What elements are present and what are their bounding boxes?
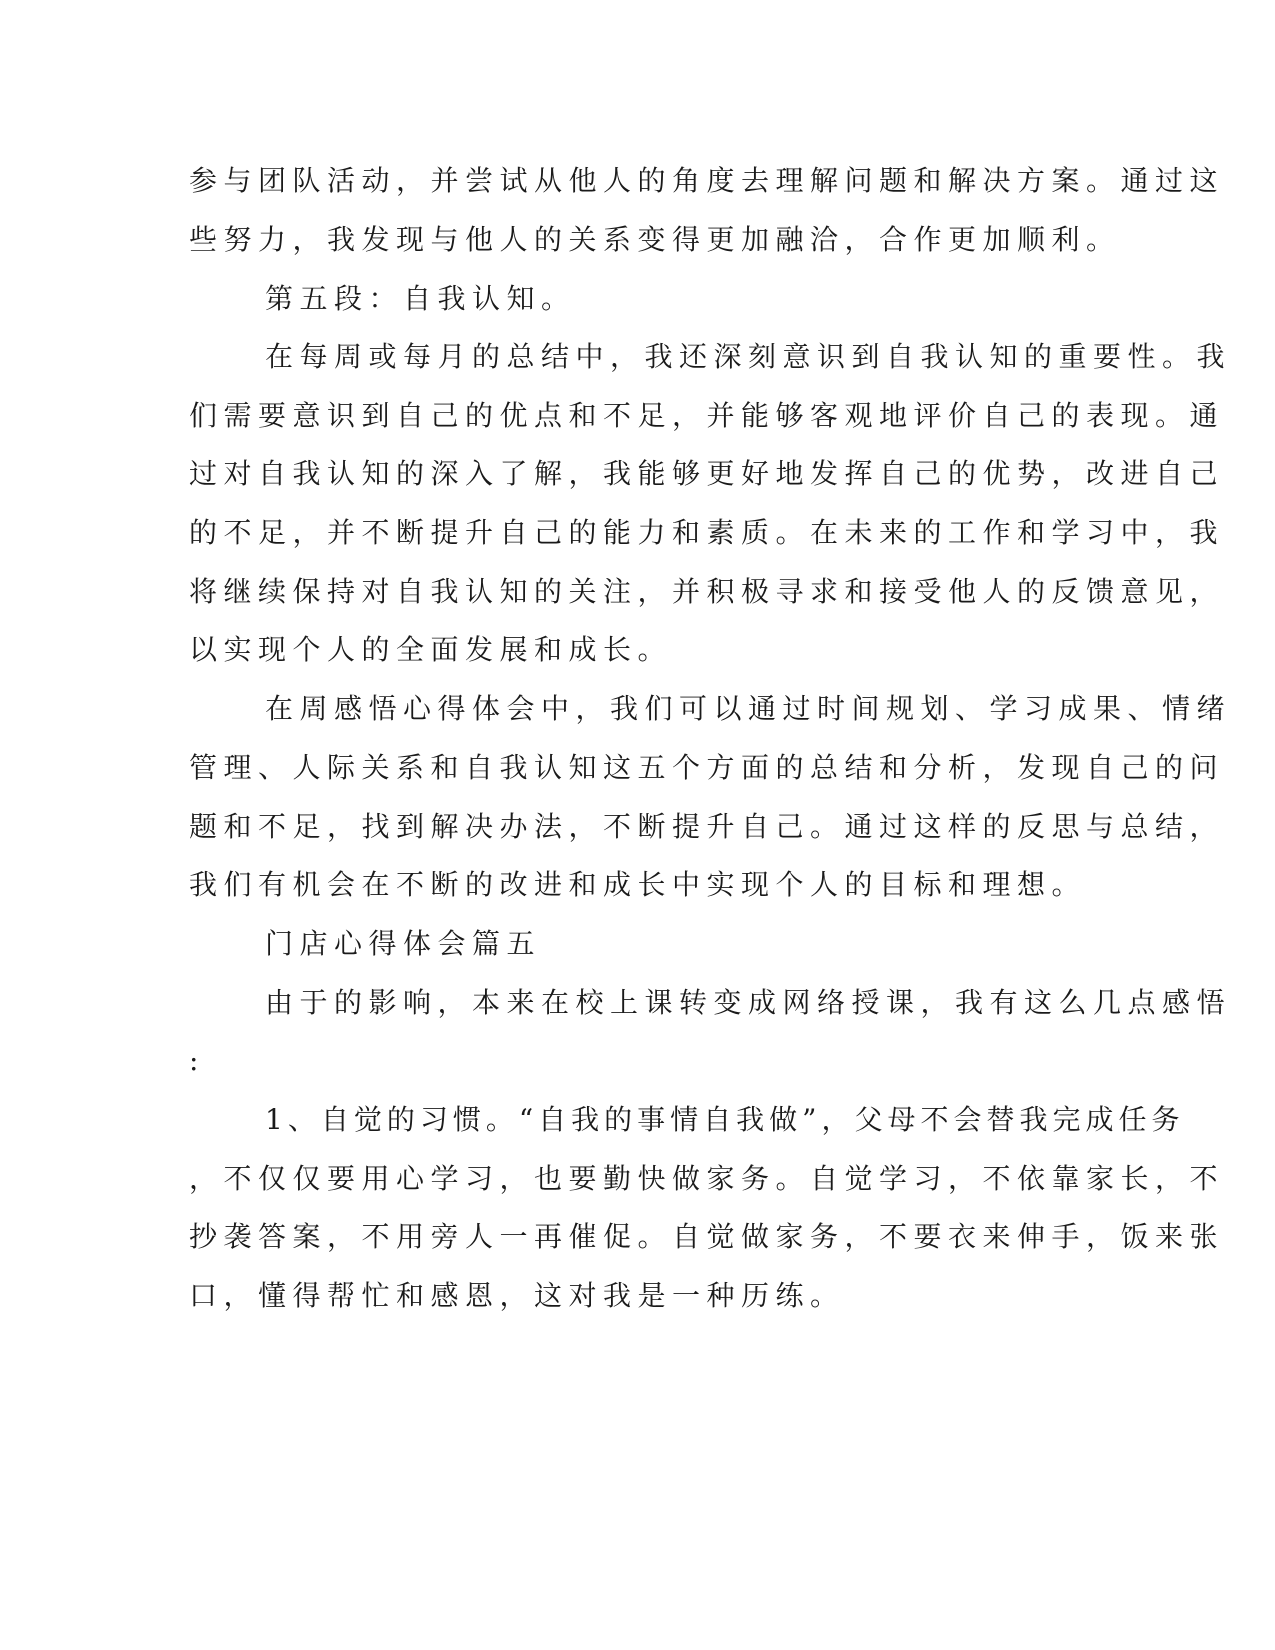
text-line: 题和不足，找到解决办法，不断提升自己。通过这样的反思与总结， <box>189 810 1225 843</box>
text-line: 们需要意识到自己的优点和不足，并能够客观地评价自己的表现。通 <box>189 399 1225 432</box>
text-line: 在每周或每月的总结中，我还深刻意识到自我认知的重要性。我 <box>265 340 1232 373</box>
text-line: 1、自觉的习惯。“自我的事情自我做”，父母不会替我完成任务 <box>265 1103 1185 1136</box>
section-heading: 第五段：自我认知。 <box>265 282 576 315</box>
text-line: 的不足，并不断提升自己的能力和素质。在未来的工作和学习中，我 <box>189 516 1225 549</box>
text-line: 以实现个人的全面发展和成长。 <box>189 633 673 666</box>
text-line: 将继续保持对自我认知的关注，并积极寻求和接受他人的反馈意见， <box>189 575 1225 608</box>
text-line: 管理、人际关系和自我认知这五个方面的总结和分析，发现自己的问 <box>189 751 1225 784</box>
section-heading: 门店心得体会篇五 <box>265 927 542 960</box>
text-line: 在周感悟心得体会中，我们可以通过时间规划、学习成果、情绪 <box>265 692 1232 725</box>
text-line: 口，懂得帮忙和感恩，这对我是一种历练。 <box>189 1279 845 1312</box>
text-line: 由于的影响，本来在校上课转变成网络授课，我有这么几点感悟 <box>265 986 1232 1019</box>
text-line: ，不仅仅要用心学习，也要勤快做家务。自觉学习，不依靠家长，不 <box>189 1162 1225 1195</box>
text-line: 抄袭答案，不用旁人一再催促。自觉做家务，不要衣来伸手，饭来张 <box>189 1220 1225 1253</box>
text-line: 我们有机会在不断的改进和成长中实现个人的目标和理想。 <box>189 868 1087 901</box>
text-line: 些努力，我发现与他人的关系变得更加融洽，合作更加顺利。 <box>189 223 1121 256</box>
text-line: 参与团队活动，并尝试从他人的角度去理解问题和解决方案。通过这 <box>189 164 1225 197</box>
text-line: : <box>189 1044 205 1077</box>
text-line: 过对自我认知的深入了解，我能够更好地发挥自己的优势，改进自己 <box>189 457 1225 490</box>
